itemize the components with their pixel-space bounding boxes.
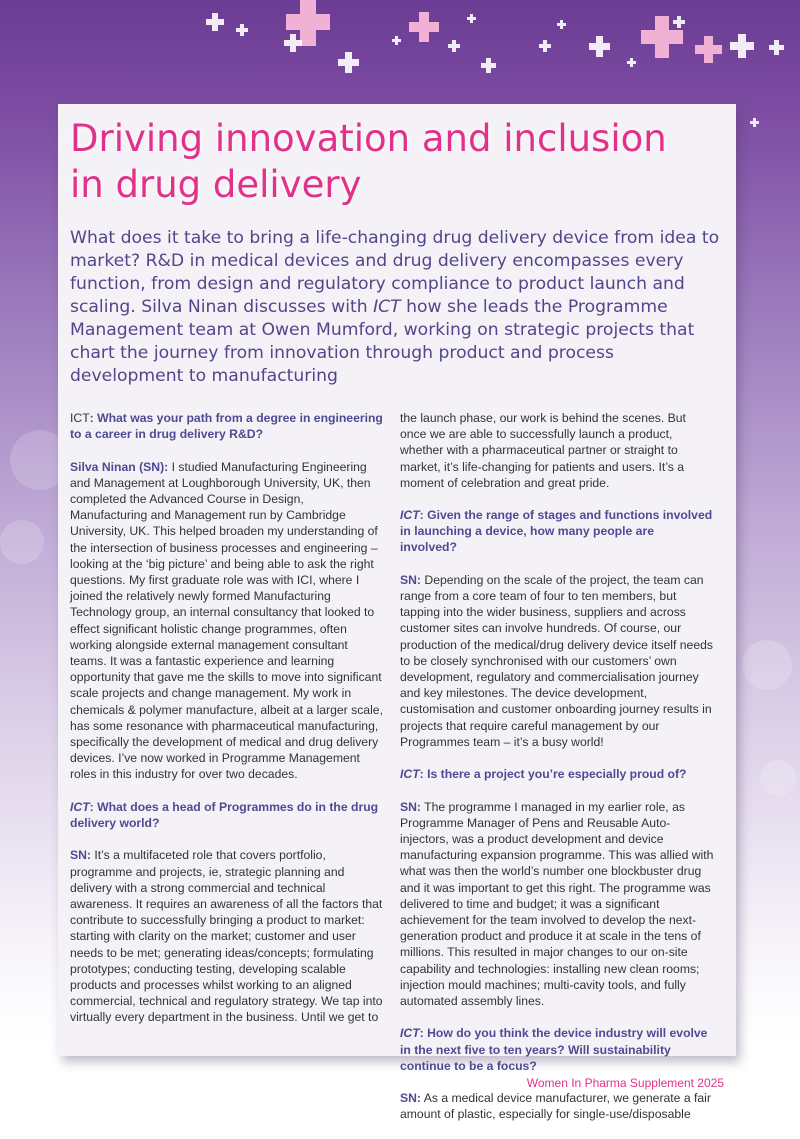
standfirst-text: What does it take to bring a life-changing drug delivery device from idea to market? R&D in medical devices and drug delivery encompasses every function, from design and regulatory compliance to product launch and scaling. Silva Ninan discusses with [70, 228, 720, 317]
question-5 [400, 1025, 714, 1074]
footer-publication: Women In Pharma Supplement 2025 [526, 1076, 724, 1090]
answer-2 [70, 847, 384, 1025]
answer-2-continued: the launch phase, our work is behind the scenes. But once we are able to successfully launch a product, whether with a pharmaceutical partner or straight to market, it’s life-changing for patients and users. It’s a moment of celebration and great pride. [400, 411, 686, 490]
bokeh-light [0, 520, 44, 564]
article-column-left [70, 410, 384, 1042]
article-column-right-body [400, 507, 714, 1139]
question-text: : Is there a project you’re especially proud of? [419, 767, 687, 782]
question-text: : How do you think the device industry will evolve in the next five to ten years? Will sustainability continue to be a focus? [400, 1026, 708, 1073]
answer-text: Depending on the scale of the project, the team can range from a core team of four to ten members, but tapping into the wider business, suppliers and across customer sites can involve hundreds. Of course, our production of the medical/drug delivery device itself needs to be closely synchronised with our customers’ own development, regulatory and commercialisation journey and key milestones. The device development, customisation and customer onboarding journey results in projects that require careful management by our Programmes team – it’s a busy world! [400, 572, 713, 749]
question-prefix: ICT [400, 508, 420, 523]
question-text: : What does a head of Programmes do in the drug delivery world? [70, 799, 379, 831]
article-title [70, 116, 690, 208]
question-prefix: ICT [400, 767, 420, 782]
answer-text: It’s a multifaceted role that covers portfolio, programme and projects, ie, strategic planning and delivery with a strong commercial and technical awareness. It requires an awareness of all the factors that contribute to successfully bringing a product to market: starting with clarity on the market; customer and user needs to be met; generating ideas/concepts; formulating prototypes; conducting testing, developing scalable products and processes whilst working to an aligned commercial, technical and regulatory strategy. We tap into virtually every department in the business. Until we get to [70, 848, 383, 1025]
answer-label: SN: [400, 572, 421, 587]
question-2 [70, 799, 384, 831]
answer-5 [400, 1090, 714, 1122]
answer-label: SN: [400, 1091, 421, 1106]
question-prefix: ICT [70, 411, 90, 425]
answer-text: The programme I managed in my earlier role, as Programme Manager of Pens and Reusable Auto-injectors, was a product development and device manufacturing expansion programme. This was allied with what was then the world’s number one blockbuster drug and it was important to get this right. The programme was delivered to time and budget; it was a significant achievement for the team involved to develop the next-generation product and produce it at scale in the tens of millions. This resulted in major changes to our on-site capability and technologies: installing new clean rooms; injection mould machines; multi-cavity tools, and fully automated assembly lines. [400, 799, 714, 1009]
standfirst-ict: ICT [373, 297, 401, 317]
answer-label: SN: [70, 848, 91, 863]
answer-1 [70, 459, 384, 783]
question-text: : Given the range of stages and functions involved in launching a device, how many people are involved? [400, 508, 713, 555]
article-column-right [400, 410, 714, 491]
question-text: : What was your path from a degree in engineering to a career in drug delivery R&D? [70, 411, 383, 442]
bokeh-light [742, 640, 792, 690]
title-line-1: Driving innovation and inclusion [70, 117, 667, 160]
bokeh-light [760, 760, 796, 796]
question-1 [70, 410, 384, 442]
answer-text: I studied Manufacturing Engineering and Management at Loughborough University, UK, then completed the Advanced Course in Design, Manufacturing and Management run by Cambridge University, UK. This helped broaden my understanding of the intersection of business processes and engineering – looking at the ‘big picture’ and being able to ask the right questions. My first graduate role was with ICI, where I joined the relatively newly formed Manufacturing Technology group, an internal consultancy that looked to effect significant holistic change programmes, often working alongside external management consultant teams. It was a fantastic experience and learning opportunity that gave me the skills to move into significant scale projects and change management. My work in chemicals & polymer manufacture, albeit at a larger scale, has some resonance with pharmaceutical manufacturing, specifically the development of medical and drug delivery devices. I’ve now worked in Programme Management roles in this industry for over two decades. [70, 459, 383, 782]
title-line-2: in drug delivery [70, 163, 362, 206]
question-prefix: ICT [70, 799, 90, 814]
answer-text: As a medical device manufacturer, we generate a fair amount of plastic, especially for single-use/disposable [400, 1091, 711, 1122]
question-3 [400, 507, 714, 556]
answer-label: Silva Ninan (SN): [70, 459, 169, 474]
answer-3 [400, 572, 714, 750]
question-4 [400, 766, 714, 782]
standfirst [70, 227, 730, 388]
answer-4 [400, 799, 714, 1010]
standfirst-text-end: how she leads the Programme Management team at Owen Mumford, working on strategic projects that chart the journey from innovation through product and process development to manufacturing [70, 297, 695, 386]
question-prefix: ICT [400, 1026, 420, 1041]
answer-label: SN: [400, 799, 421, 814]
